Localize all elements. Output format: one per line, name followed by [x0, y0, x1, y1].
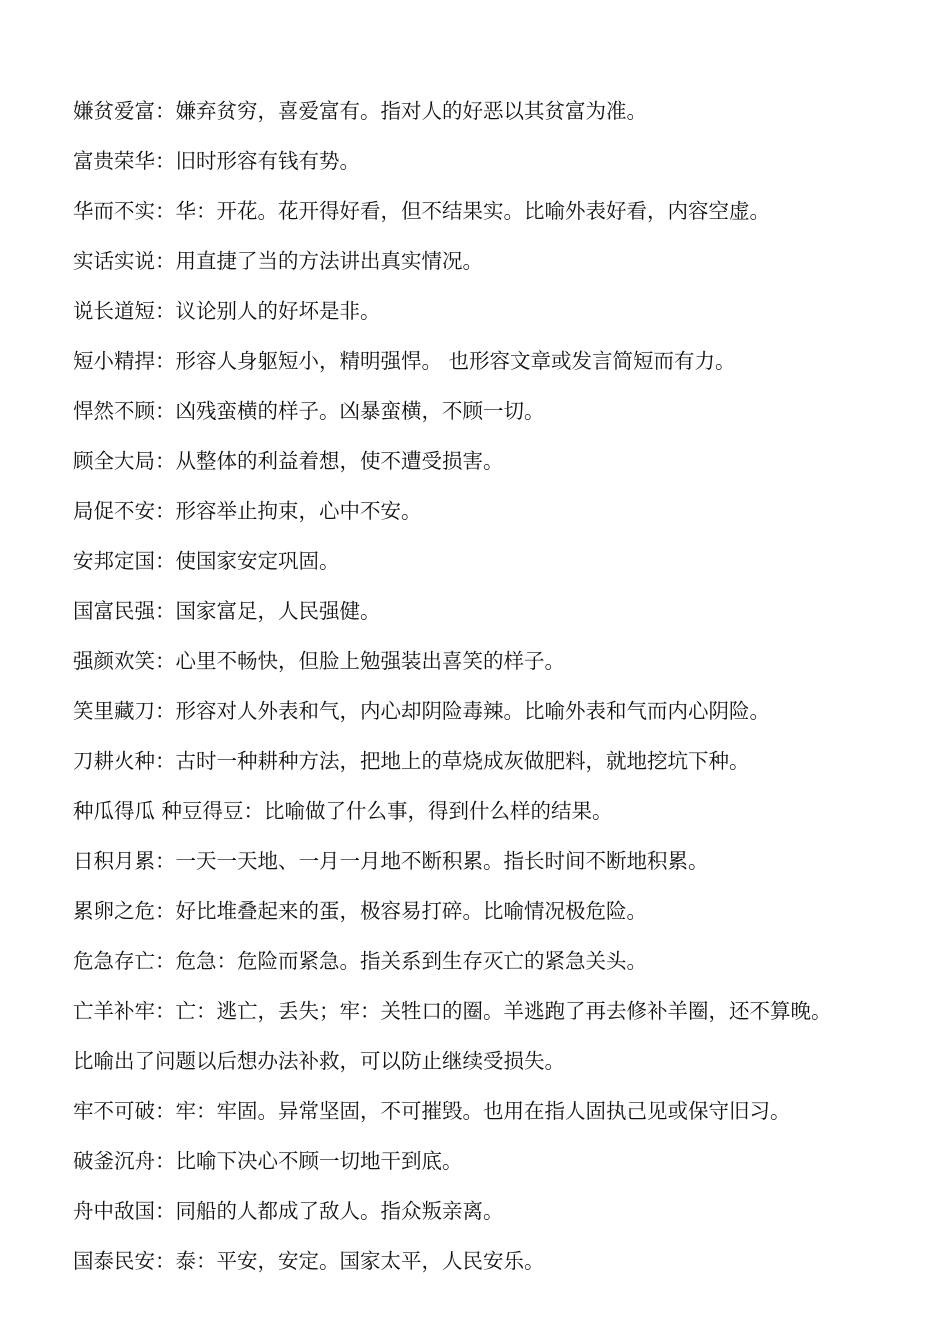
idiom-line: 笑里藏刀：形容对人外表和气，内心却阴险毒辣。比喻外表和气而内心阴险。: [73, 699, 770, 723]
idiom-list: [73, 94, 933, 1294]
idiom-line: 刀耕火种：古时一种耕种方法，把地上的草烧成灰做肥料，就地挖坑下种。: [73, 749, 750, 773]
idiom-line: 舟中敌国：同船的人都成了敌人。指众叛亲离。: [73, 1199, 504, 1223]
idiom-line: 说长道短：议论别人的好坏是非。: [73, 299, 381, 323]
idiom-line: 强颜欢笑：心里不畅快，但脸上勉强装出喜笑的样子。: [73, 649, 565, 673]
idiom-line: 破釜沉舟：比喻下决心不顾一切地干到底。: [73, 1149, 463, 1173]
idiom-line: 累卵之危：好比堆叠起来的蛋，极容易打碎。比喻情况极危险。: [73, 899, 647, 923]
idiom-line: 顾全大局：从整体的利益着想，使不遭受损害。: [73, 449, 504, 473]
idiom-continuation-line: 比喻出了问题以后想办法补救，可以防止继续受损失。: [73, 1049, 565, 1073]
idiom-line: 实话实说：用直捷了当的方法讲出真实情况。: [73, 249, 483, 273]
idiom-line: 亡羊补牢：亡：逃亡，丢失；牢：关牲口的圈。羊逃跑了再去修补羊圈，还不算晚。: [73, 999, 832, 1023]
idiom-line: 悍然不顾：凶残蛮横的样子。凶暴蛮横，不顾一切。: [73, 399, 545, 423]
idiom-line: 华而不实：华：开花。花开得好看，但不结果实。比喻外表好看，内容空虚。: [73, 199, 770, 223]
idiom-line: 嫌贫爱富：嫌弃贫穷，喜爱富有。指对人的好恶以其贫富为准。: [73, 99, 647, 123]
idiom-line: 短小精捍：形容人身躯短小，精明强悍。 也形容文章或发言简短而有力。: [73, 349, 736, 373]
idiom-line: 安邦定国：使国家安定巩固。: [73, 549, 340, 573]
idiom-line: 牢不可破：牢：牢固。异常坚固，不可摧毁。也用在指人固执己见或保守旧习。: [73, 1099, 791, 1123]
idiom-line: 富贵荣华：旧时形容有钱有势。: [73, 149, 360, 173]
idiom-line: 局促不安：形容举止拘束，心中不安。: [73, 499, 422, 523]
idiom-line: 种瓜得瓜 种豆得豆：比喻做了什么事，得到什么样的结果。: [73, 799, 613, 823]
idiom-line: 国富民强：国家富足，人民强健。: [73, 599, 381, 623]
idiom-line: 国泰民安：泰：平安，安定。国家太平，人民安乐。: [73, 1249, 545, 1273]
idiom-line: 日积月累：一天一天地、一月一月地不断积累。指长时间不断地积累。: [73, 849, 709, 873]
idiom-line: 危急存亡：危急：危险而紧急。指关系到生存灭亡的紧急关头。: [73, 949, 647, 973]
